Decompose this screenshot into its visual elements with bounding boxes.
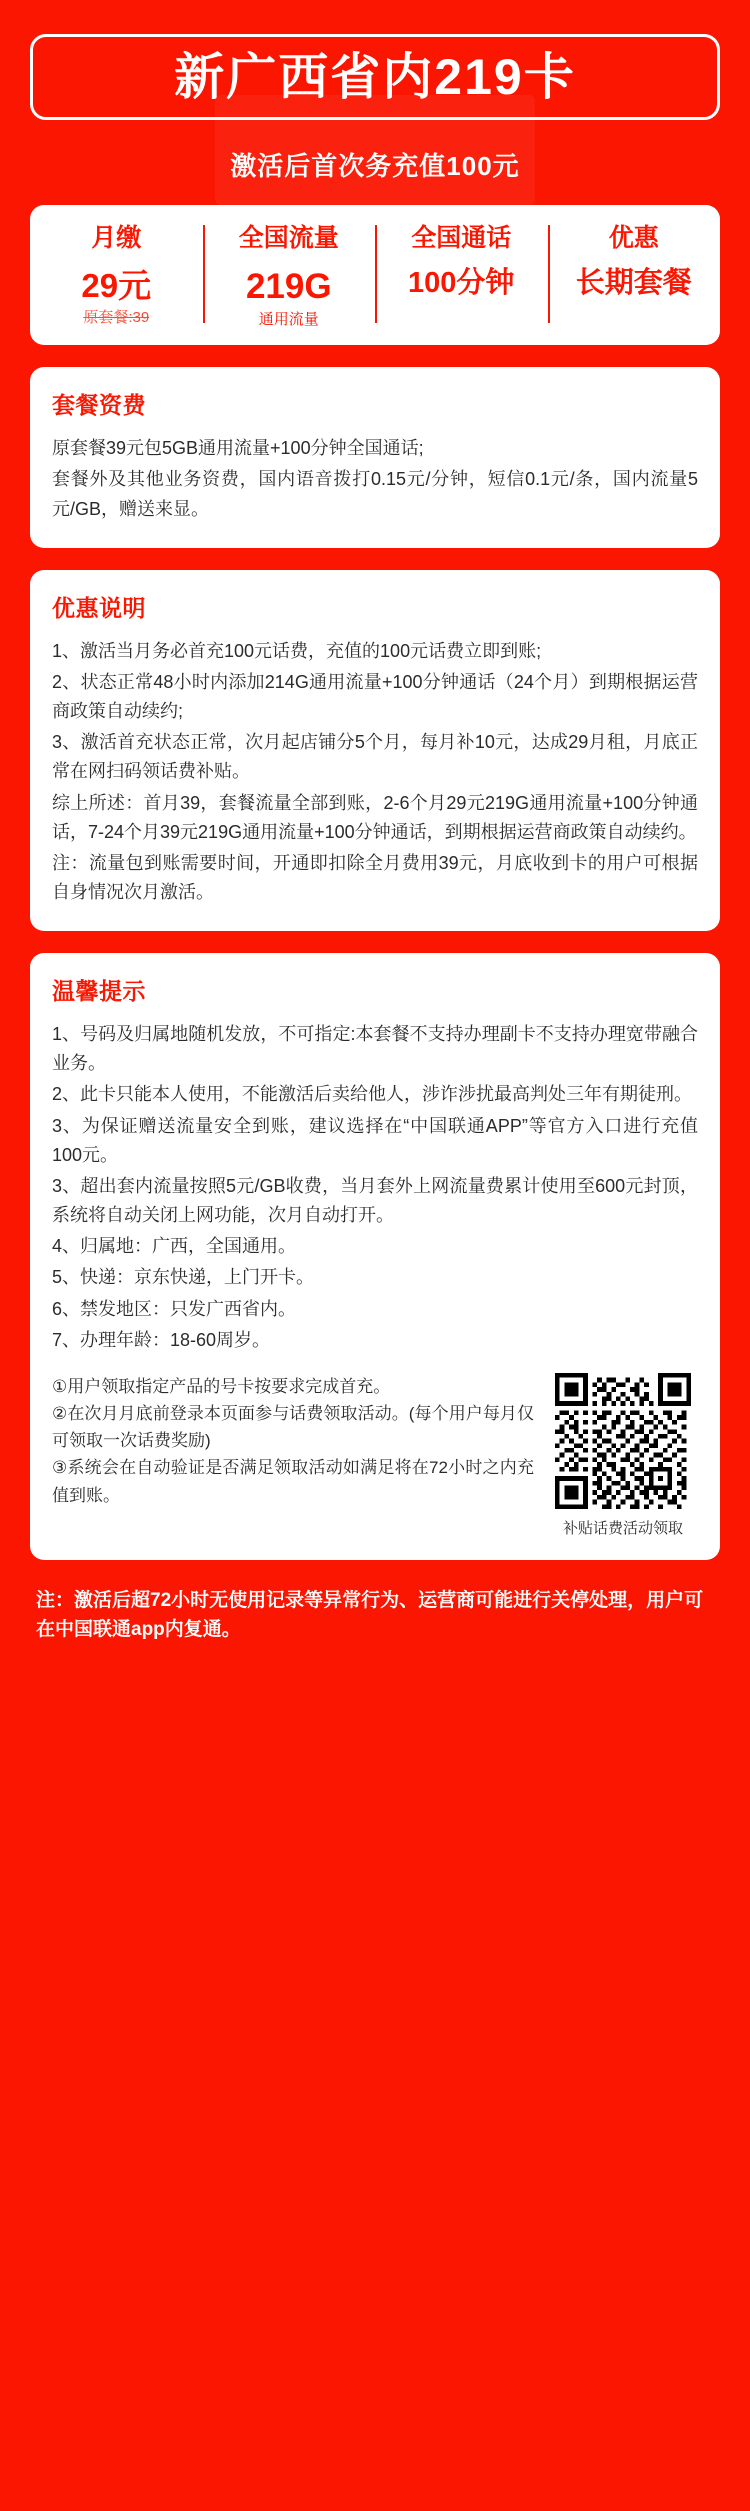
spec-value: 100分钟: [408, 267, 515, 299]
spec-column-data: [203, 215, 376, 329]
qr-block[interactable]: [548, 1373, 698, 1538]
qr-instruction-line: ③系统会在自动验证是否满足领取活动如满足将在72小时之内充值到账。: [52, 1458, 534, 1505]
section-title: 温馨提示: [52, 978, 146, 1005]
qr-caption: 补贴话费活动领取: [562, 1519, 683, 1537]
section-line: 4、归属地：广西，全国通用。: [52, 1236, 297, 1257]
section-title: 套餐资费: [52, 392, 146, 419]
section-line: 2、此卡只能本人使用，不能激活后卖给他人，涉诈涉扰最高判处三年有期徒刑。: [52, 1084, 693, 1105]
section-line: 6、禁发地区：只发广西省内。: [52, 1298, 297, 1319]
qr-instruction-line: ①用户领取指定产品的号卡按要求完成首充。: [52, 1376, 391, 1396]
section-line: 原套餐39元包5GB通用流量+100分钟全国通话;: [52, 438, 424, 459]
section-line: 1、号码及归属地随机发放，不可指定:本套餐不支持办理副卡不支持办理宽带融合业务。: [52, 1024, 698, 1074]
spec-value: 219G: [245, 267, 332, 306]
section-line: 5、快递：京东快递，上门开卡。: [52, 1267, 315, 1288]
section-promo-details: [30, 570, 720, 931]
section-warm-tips: [30, 953, 720, 1560]
footer-note-text: 激活后超72小时无使用记录等异常行为、运营商可能进行关停处理，用户可在中国联通app内复通。: [36, 1589, 704, 1641]
section-line: 3、超出套内流量按照5元/GB收费，当月套外上网流量费累计使用至600元封顶，系统将自动关闭上网功能，次月自动打开。: [52, 1175, 698, 1226]
section-line: 3、激活首充状态正常，次月起店铺分5个月，每月补10元，达成29月租，月底正常在网扫码领话费补贴。: [52, 732, 698, 782]
section-line: 7、办理年龄：18-60周岁。: [52, 1329, 271, 1350]
spec-value: 29元: [81, 267, 152, 304]
spec-head: 全国流量: [238, 224, 339, 252]
title-box: [30, 34, 720, 120]
footer-note-lead: 注：: [36, 1589, 75, 1611]
section-title: 优惠说明: [52, 594, 146, 621]
footer-note: [36, 1586, 714, 1645]
spec-column-voice: [375, 215, 548, 329]
spec-head: 优惠: [608, 224, 659, 252]
section-line: 1、激活当月务必首充100元话费，充值的100元话费立即到账;: [52, 640, 542, 661]
spec-subtext: 原套餐:39: [83, 308, 150, 326]
section-line: 套餐外及其他业务资费，国内语音拨打0.15元/分钟，短信0.1元/条，国内流量5元/GB，赠送来显。: [52, 469, 698, 519]
section-plan-pricing: [30, 367, 720, 547]
spec-column-monthly-fee: [30, 215, 203, 329]
section-line: 注：流量包到账需要时间，开通即扣除全月费用39元，月底收到卡的用户可根据自身情况次月激活。: [52, 852, 698, 902]
qr-instruction-line: ②在次月月底前登录本页面参与话费领取活动。(每个用户每月仅可领取一次话费奖励): [52, 1404, 534, 1451]
spec-head: 月缴: [91, 224, 142, 252]
spec-value: 长期套餐: [575, 267, 692, 299]
section-line: 2、状态正常48小时内添加214G通用流量+100分钟通话（24个月）到期根据运营商政策自动续约;: [52, 671, 698, 722]
spec-subtext: 通用流量: [258, 311, 319, 329]
spec-table: [30, 205, 720, 345]
section-line: 综上所述：首月39，套餐流量全部到账，2-6个月29元219G通用流量+100分钟通话，7-24个月39元219G通用流量+100分钟通话，到期根据运营商政策自动续约。: [52, 792, 698, 842]
spec-column-promo: [548, 215, 721, 329]
spec-head: 全国通话: [411, 224, 512, 252]
section-line: 3、为保证赠送流量安全到账，建议选择在“中国联通APP”等官方入口进行充值100元。: [52, 1115, 698, 1165]
page-subtitle: 激活后首次务充值100元: [230, 151, 520, 181]
qr-instructions: [52, 1373, 534, 1509]
qr-code-icon[interactable]: [555, 1373, 691, 1509]
qr-section: [52, 1373, 698, 1538]
page-title: 新广西省内219卡: [174, 49, 576, 105]
